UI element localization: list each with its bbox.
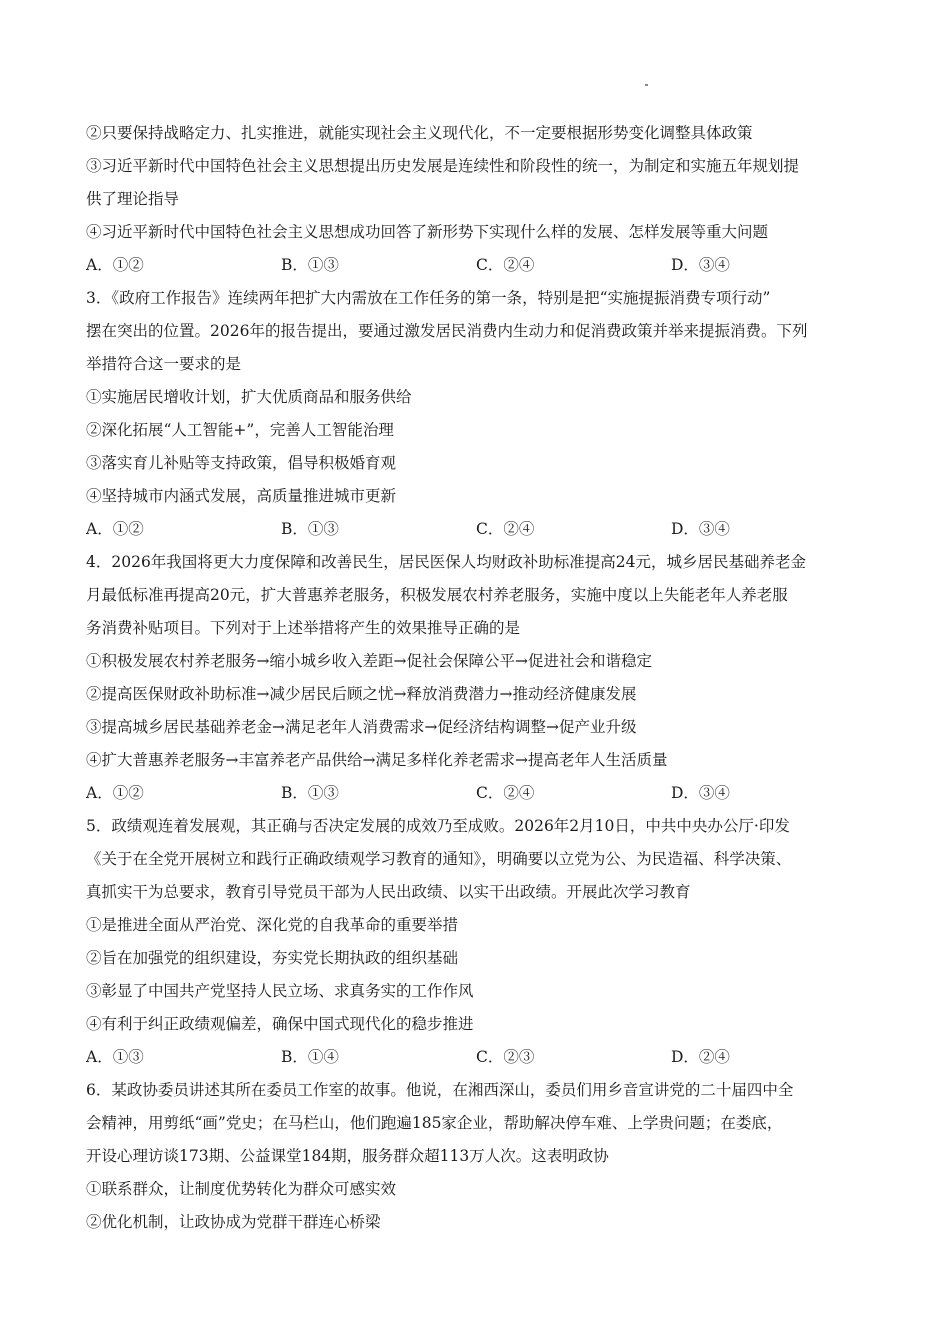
answer-option: D．③④ (671, 784, 730, 802)
text-line: 3．《政府工作报告》连续两年把扩大内需放在工作任务的第一条，特别是把“实施提振消费专项行动” (86, 289, 771, 307)
text-line: 真抓实干为总要求，教育引导党员干部为人民出政绩、以实干出政绩。开展此次学习教育 (86, 883, 691, 901)
answer-options (86, 513, 876, 546)
text-line: 月最低标准再提高20元，扩大普惠养老服务，积极发展农村养老服务，实施中度以上失能老年人养老服 (86, 586, 788, 604)
text-line: ③落实育儿补贴等支持政策，倡导积极婚育观 (86, 454, 397, 472)
answer-options (86, 777, 876, 810)
text-line: ③习近平新时代中国特色社会主义思想提出历史发展是连续性和阶段性的统一，为制定和实施五年规划提 (86, 157, 800, 175)
answer-option: A．①③ (86, 1048, 144, 1066)
text-line: 开设心理访谈173期、公益课堂184期，服务群众超113万人次。这表明政协 (86, 1147, 609, 1165)
text-line: 摆在突出的位置。2026年的报告提出，要通过激发居民消费内生动力和促消费政策并举来提振消费。下列 (86, 322, 808, 340)
text-line: 举措符合这一要求的是 (86, 355, 242, 373)
answer-option: D．③④ (671, 256, 730, 274)
text-line: ②深化拓展“人工智能+”，完善人工智能治理 (86, 421, 394, 439)
answer-option: D．②④ (671, 1048, 730, 1066)
text-line: ④有利于纠正政绩观偏差，确保中国式现代化的稳步推进 (86, 1015, 474, 1033)
text-line: ②优化机制，让政协成为党群干群连心桥梁 (86, 1213, 381, 1231)
text-line: ③提高城乡居民基础养老金→满足老年人消费需求→促经济结构调整→促产业升级 (86, 718, 637, 736)
text-line: ①联系群众，让制度优势转化为群众可感实效 (86, 1180, 397, 1198)
question-content (86, 117, 876, 1239)
scan-mark (645, 84, 648, 86)
answer-options (86, 1041, 876, 1074)
text-line: ②只要保持战略定力、扎实推进，就能实现社会主义现代化，不一定要根据形势变化调整具体政策 (86, 124, 753, 142)
text-line: ④习近平新时代中国特色社会主义思想成功回答了新形势下实现什么样的发展、怎样发展等重大问题 (86, 223, 769, 241)
answer-option: C．②④ (476, 784, 535, 802)
text-line: 务消费补贴项目。下列对于上述举措将产生的效果推导正确的是 (86, 619, 521, 637)
answer-options (86, 249, 876, 282)
answer-option: A．①② (86, 520, 144, 538)
answer-option: B．①③ (281, 520, 339, 538)
answer-option: B．①③ (281, 784, 339, 802)
text-line: ①积极发展农村养老服务→缩小城乡收入差距→促社会保障公平→促进社会和谐稳定 (86, 652, 652, 670)
text-line: 4．2026年我国将更大力度保障和改善民生，居民医保人均财政补助标准提高24元，城乡居民基础养老金 (86, 553, 807, 571)
text-line: 供了理论指导 (86, 190, 180, 208)
text-line: ③彰显了中国共产党坚持人民立场、求真务实的工作作风 (86, 982, 474, 1000)
text-line: 5．政绩观连着发展观，其正确与否决定发展的成效乃至成败。2026年2月10日，中共中央办公厅·印发 (86, 817, 790, 835)
answer-option: C．②④ (476, 256, 535, 274)
text-line: ④扩大普惠养老服务→丰富养老产品供给→满足多样化养老需求→提高老年人生活质量 (86, 751, 668, 769)
text-line: ①实施居民增收计划，扩大优质商品和服务供给 (86, 388, 412, 406)
text-line: 《关于在全党开展树立和践行正确政绩观学习教育的通知》，明确要以立党为公、为民造福、科学决策、 (86, 850, 792, 868)
text-line: 6．某政协委员讲述其所在委员工作室的故事。他说，在湘西深山，委员们用乡音宣讲党的二十届四中全 (86, 1081, 794, 1099)
text-line: ②提高医保财政补助标准→减少居民后顾之忧→释放消费潜力→推动经济健康发展 (86, 685, 637, 703)
answer-option: C．②④ (476, 520, 535, 538)
answer-option: D．③④ (671, 520, 730, 538)
answer-option: A．①② (86, 256, 144, 274)
text-line: ②旨在加强党的组织建设，夯实党长期执政的组织基础 (86, 949, 459, 967)
answer-option: B．①③ (281, 256, 339, 274)
text-line: 会精神，用剪纸“画”党史；在马栏山，他们跑遍185家企业，帮助解决停车难、上学贵问题；在娄底， (86, 1114, 783, 1132)
answer-option: C．②③ (476, 1048, 535, 1066)
answer-option: A．①② (86, 784, 144, 802)
text-line: ④坚持城市内涵式发展，高质量推进城市更新 (86, 487, 397, 505)
text-line: ①是推进全面从严治党、深化党的自我革命的重要举措 (86, 916, 459, 934)
answer-option: B．①④ (281, 1048, 339, 1066)
